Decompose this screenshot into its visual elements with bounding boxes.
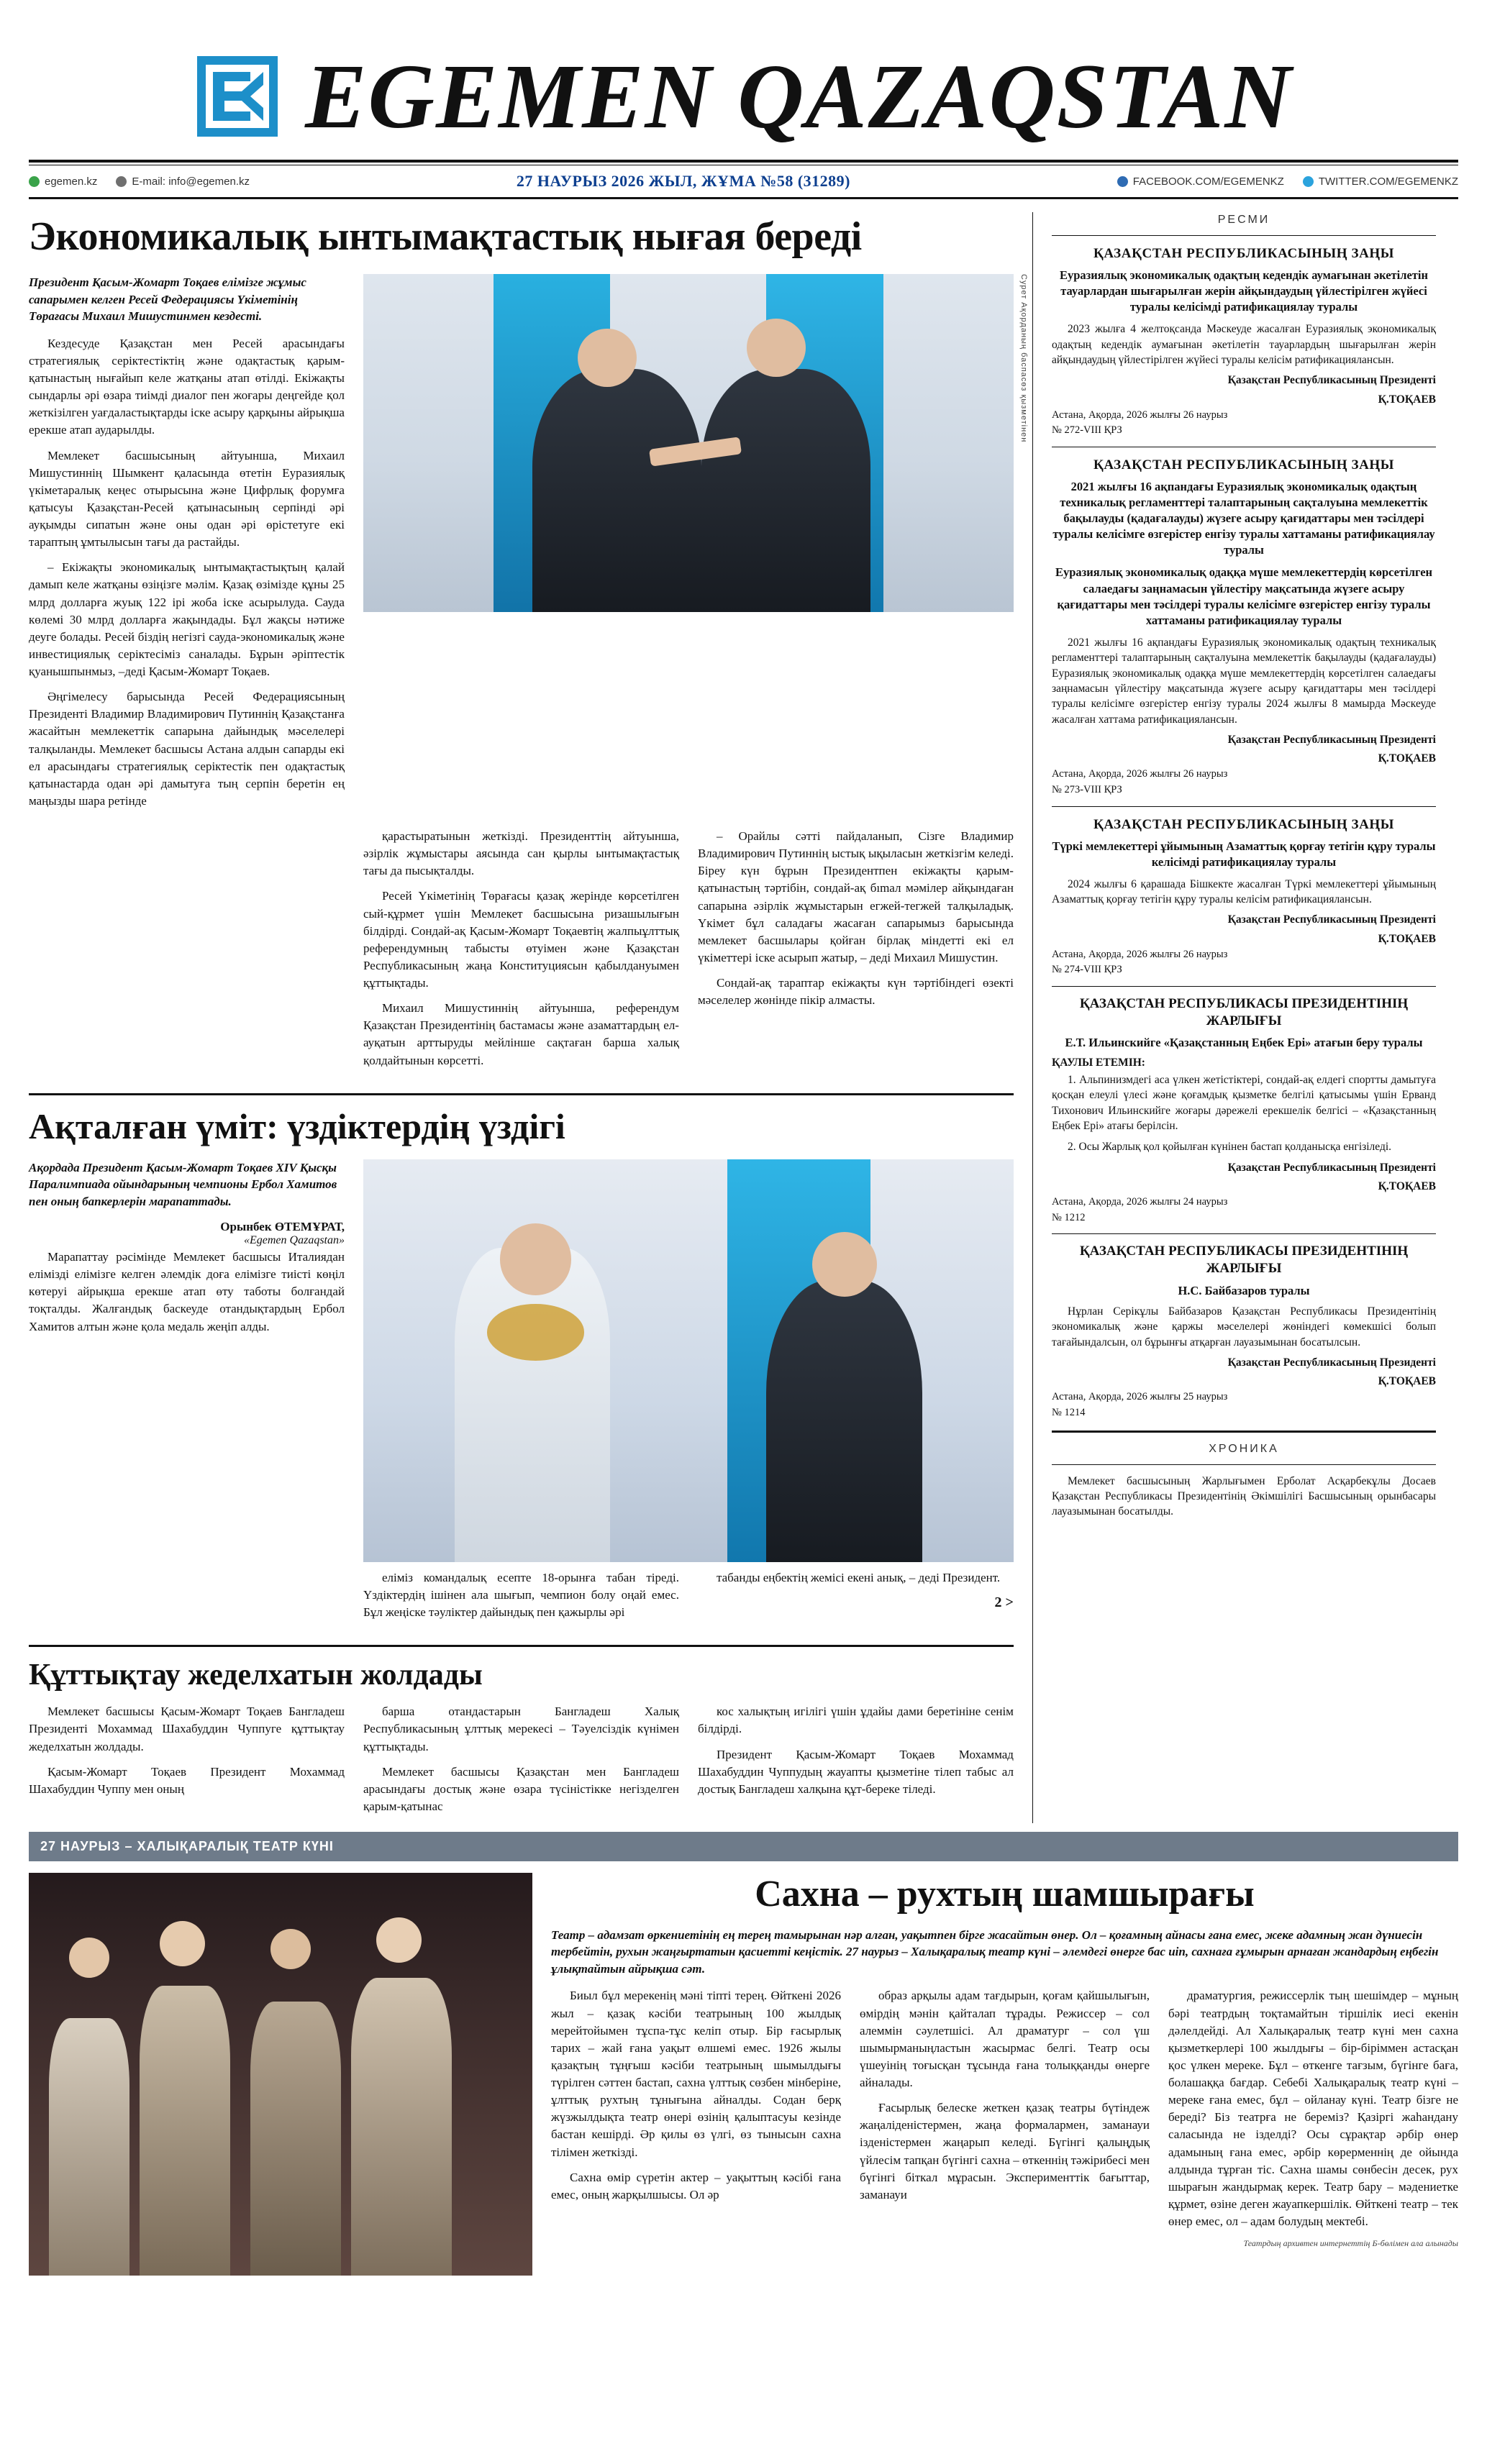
lead-c2-p3: Михаил Мишустиннің айтуынша, референдум Қазақстан Президентінің бастамасы және азаматтардың ел-ауқатын арттыруды мейлінше сақтаған барша халық қолдайтынын көрсетті. — [363, 1001, 679, 1067]
theatre-day-banner: 27 НАУРЫЗ – ХАЛЫҚАРАЛЫҚ ТЕАТР КҮНІ — [29, 1832, 1458, 1861]
second-col-1 — [29, 1159, 345, 1562]
email-link[interactable] — [116, 175, 250, 188]
decree-number-2: № 1214 — [1052, 1407, 1086, 1418]
facebook-link[interactable] — [1117, 175, 1284, 188]
third-c2-p1: барша отандастарын Бангладеш Халық Республикасының ұлттық мерекесі – Тәуелсіздік күнімен құттықтады. — [363, 1705, 679, 1753]
page-title: EGEMEN QAZAQSTAN — [305, 45, 1293, 147]
law-body-1: 2023 жылға 4 желтоқсанда Мәскеуде жасалған Еуразиялық экономикалық одақтың кедендік аумағынан әкетілетін тауарлардың шығарылған жерін айқындаудың үйлестірілген жүйесі туралы келісім ратификациялансын. — [1052, 323, 1436, 367]
official-rule-0 — [1052, 235, 1436, 236]
decree-block-2 — [1052, 1243, 1436, 1420]
theatre-c2-p1: образ арқылы адам тағдырын, қоғам қайшылығын, өмірдің мәнін қайталап тұрады. Режиссер – сол алеммін сәулетшісі. Ал драматург – сол үш шымырманыңластын жасырмас белгі. Театр осы үшеуінің тоғысқан тұсында ғана толыққанды өнерге айналады. — [860, 1989, 1150, 2089]
decree-sign-role-1: Қазақстан Республикасының Президенті — [1227, 1161, 1436, 1174]
section-label-official: РЕСМИ — [1217, 214, 1270, 226]
byline-paper: «Egemen Qazaqstan» — [244, 1234, 345, 1247]
law-subtitle-1: Еуразиялық экономикалық одақтың кедендік аумағынан әкетілетін тауарлардан шығарылған жерін айқындаудың үйлестірілген жүйесі туралы келісімді ратификациялау туралы — [1059, 268, 1429, 314]
section-rule-1 — [29, 1093, 1014, 1095]
law-sign-role-2: Қазақстан Республикасының Президенті — [1227, 734, 1436, 747]
law-block-3 — [1052, 817, 1436, 977]
second-lede: Ақордада Президент Қасым-Жомарт Тоқаев XIV Қысқы Паралимпиада ойындарының чемпионы Ербол Хамитов пен оның бапкерлерін марапаттады. — [29, 1160, 337, 1208]
lead-col-3 — [698, 828, 1014, 1077]
official-rule-2 — [1052, 806, 1436, 807]
lead-p2: Мемлекет басшысының айтуынша, Михаил Мишустиннің Шымкент қаласында өтетін Еуразиялық үкіметаралық кеңес отырысына және Цифрлық форумға қатысуы Қазақстан-Ресей қатынасының серпінді әрі ауқымды сипатын және оны одан әрі өрістетуге екі тараптың ұмтылысын тағы да растайды. — [29, 448, 345, 549]
second-photo-wrap — [363, 1159, 1014, 1562]
official-rule-5 — [1052, 1431, 1436, 1433]
third-c3-p2: Президент Қасым-Жомарт Тоқаев Мохаммад Шахабуддин Чуппудың жауапты қызметіне тілеп табыс ал достық Бангладеш халқына құт-береке тіледі. — [697, 1747, 1014, 1796]
official-rule-4 — [1052, 1233, 1436, 1234]
lead-lede: Президент Қасым-Жомарт Тоқаев елімізге жұмыс сапарымен келген Ресей Федерациясы Үкіметінің Төрағасы Михаил Мишустинмен кездесті. — [29, 275, 306, 324]
law-body-3: 2024 жылғы 6 қарашада Бішкекте жасалған Түркі мемлекеттері ұйымының Азаматтық қорғау тетігін құру туралы келісім ратификациялансын. — [1052, 877, 1436, 906]
law-body-2: 2021 жылғы 16 ақпандағы Еуразиялық экономикалық одақтың техникалық регламенттері талаптарының сақталуына мемлекеттік бақылауды (қадағалауды) Еуразиялық экономикалық одаққа мүше мемлекеттердің көрсетілген салаедағы заңнамасын үйлестіру мақсатында жүзеге асыру қағидаттары мен тәсілдері туралы келісімге өзгерістер енгізу туралы 2024 жылғы 8 мамырда Мәскеуде жасалған хаттама ратификациялансын. — [1052, 636, 1436, 726]
mail-icon — [116, 176, 127, 187]
law-number-3: № 274-VIII ҚРЗ — [1052, 964, 1122, 976]
second-c3-p1: табанды еңбектің жемісі екені анық, – деді Президент. — [716, 1570, 1001, 1584]
second-bottom-block — [29, 1569, 1014, 1629]
law-title-2: ҚАЗАҚСТАН РЕСПУБЛИКАСЫНЫҢ ЗАҢЫ — [1093, 457, 1395, 473]
lead-col-1 — [29, 274, 345, 818]
lead-photo-wrap — [363, 274, 1028, 818]
law-title-3: ҚАЗАҚСТАН РЕСПУБЛИКАСЫНЫҢ ЗАҢЫ — [1093, 816, 1395, 832]
decree-sign-role-2: Қазақстан Республикасының Президенті — [1227, 1356, 1436, 1369]
theatre-c2-p2: Ғасырлық белеске жеткен қазақ театры бүтіндеж жаңаліденістермен, жаңа формалармен, заманауи ізденістермен жаңарып келеді. Бүгінгі қалыңдық үйлесім тапқан бүгінгі сахна – өткеннің тәжірибесі мен бүгінгі біткал мұрасын. Эксперименттік бағыттар, заманауи — [860, 2101, 1150, 2201]
email-label: E-mail: info@egemen.kz — [132, 175, 250, 188]
info-bar — [29, 165, 1458, 197]
facebook-icon — [1117, 176, 1128, 187]
second-headline: Ақталған үміт: үздіктердің үздігі — [29, 1105, 565, 1146]
theatre-c3-p1: драматургия, режиссерлік тың шешімдер – мұның бәрі театрдың тоқтамайтын тіршілік иесі екенін дәлелдейді. Ал Халықаралық театр күні мен сахна қызметкерлері 100 жылдығы – бір-біріммен астасқан қос үлкен мереке. Бұл – өткенге тағзым, бүгінге баға, болашаққа бағдар. Себебі Халықаралық театр күні – мереке ғана емес, бұл – ойланау күні. Театр бізге не береді? Біз театрға не береміз? Қазіргі жаһандану саласында не ізделді? Осы сұрақтар әрбір өнер адамының ғана емес, әрбір көрерменнің де ойында алдында тұрған тіс. Сахна шамы сөнбесін десек, рух шырағын жандырмақ керек. Театр бару – мәдениетке құрмет, өзіне деген жауапкершілік. Өйткені театр – тек өнер емес, ол – адам болудың мектебі. — [1168, 1989, 1458, 2228]
decree-subtitle-1: Е.Т. Ильинскийге «Қазақстанның Еңбек Ері» атағын беру туралы — [1065, 1036, 1423, 1050]
twitter-icon — [1303, 176, 1314, 187]
left-column — [29, 212, 1032, 1823]
byline — [29, 1220, 345, 1247]
law-sign-name-1: Қ.ТОҚАЕВ — [1378, 393, 1436, 406]
twitter-label: TWITTER.COM/EGEMENKZ — [1318, 175, 1458, 188]
lead-c3-p2: Сондай-ақ тараптар екіжақты күн тәртібіндегі өзекті мәселелер жөнінде пікір алмасты. — [697, 976, 1014, 1008]
website-label: egemen.kz — [45, 175, 98, 188]
masthead-rule — [29, 160, 1458, 163]
twitter-link[interactable] — [1303, 175, 1458, 188]
lead-p3: – Екіжақты экономикалық ынтымақтастықтың қалай дамып келе жатқаны өзіңізге мәлім. Қазақ өзімізде құны 25 млрд долларға жуық 122 ірі жоба іске асырылуда. Сауда көлемі 30 млрд долларға жақындады. Бұл жақсы нәтиже деуге болады. Ресей біздің негізгі сауда-экономикалық және инвестициялық серіктесіміз саналады. Бұрын әріптестік қуанышпынмыз, –деді Қасым-Жомарт Тоқаев. — [29, 560, 345, 679]
official-rule-3 — [1052, 986, 1436, 987]
second-top-block — [29, 1159, 1014, 1562]
lead-headline: Экономикалық ынтымақтастық нығая береді — [29, 214, 862, 259]
law-title-1: ҚАЗАҚСТАН РЕСПУБЛИКАСЫНЫҢ ЗАҢЫ — [1093, 246, 1395, 261]
law-block-2 — [1052, 457, 1436, 798]
theatre-text — [551, 1873, 1458, 2276]
decree-number-1: № 1212 — [1052, 1211, 1086, 1223]
official-column — [1033, 212, 1436, 1823]
decree-title-1: ҚАЗАҚСТАН РЕСПУБЛИКАСЫ ПРЕЗИДЕНТІНІҢ ЖАРЛЫҒЫ — [1079, 995, 1409, 1028]
section-label-chronicle: ХРОНИКА — [1209, 1442, 1279, 1455]
law-sign-name-3: Қ.ТОҚАЕВ — [1378, 932, 1436, 945]
lead-c2-p1: қарастыратынын жеткізді. Президенттің айтуынша, әзірлік жұмыстары аясында сан қырлы ынтымақтастық тағы да пысықталды. — [363, 829, 679, 878]
lead-top-block — [29, 274, 1028, 818]
globe-icon — [29, 176, 40, 187]
lead-bottom-block — [29, 828, 1014, 1077]
decree-body-1a: 1. Альпинизмдегі аса үлкен жетістіктері, сондай-ақ елдегі спортты дамытуға қосқан елеулі үлесі және қоғамдық қызметке белгілі қатысымы үшін Ерванд Тихонович Ильинскийге жоғары дәрежелі ерекшелік белгісі – «Қазақстанның Еңбек Ері» атағы берілсін. — [1052, 1073, 1436, 1132]
byline-name: Орынбек ӨТЕМҰРАТ, — [220, 1220, 345, 1234]
law-number-2: № 273-VIII ҚРЗ — [1052, 783, 1122, 795]
third-c1-p2: Қасым-Жомарт Тоқаев Президент Мохаммад Шахабуддин Чуппу мен оның — [29, 1764, 345, 1796]
main-grid — [29, 199, 1458, 1823]
second-col-3 — [698, 1569, 1014, 1629]
website-link[interactable] — [29, 175, 97, 188]
law-subtitle2-2: Еуразиялық экономикалық одаққа мүше мемлекеттердің көрсетілген салаедағы заңнамасын үйлестіру мақсатында жүзеге асыру қағидаттары мен тәсілдері туралы келісімге өзгерістер енгізу туралы хаттаманы ратификациялау туралы — [1055, 565, 1433, 627]
theatre-c1-p2: Сахна өмір сүретін актер – уақыттың кәсібі ғана емес, оның жарқылшысы. Ол әр — [551, 2170, 841, 2201]
decree-subtitle-2: Н.С. Байбазаров туралы — [1178, 1283, 1310, 1297]
theatre-credit: Театрдың архивтен интернеттің Б-бөлімен ала алынады — [1243, 2238, 1458, 2249]
third-col-2 — [363, 1703, 679, 1823]
law-number-1: № 272-VIII ҚРЗ — [1052, 424, 1122, 437]
chronicle-rule — [1052, 1464, 1436, 1465]
decree-title-2: ҚАЗАҚСТАН РЕСПУБЛИКАСЫ ПРЕЗИДЕНТІНІҢ ЖАРЛЫҒЫ — [1079, 1244, 1409, 1276]
law-sign-role-3: Қазақстан Республикасының Президенті — [1227, 913, 1436, 926]
theatre-photo — [29, 1873, 532, 2276]
decree-sign-name-2: Қ.ТОҚАЕВ — [1378, 1375, 1436, 1388]
third-c2-p2: Мемлекет басшысы Қазақстан мен Бангладеш арасындағы достық және өзара түсіністікке негізделген қарым-қатынас — [363, 1764, 679, 1813]
decree-sign-name-1: Қ.ТОҚАЕВ — [1378, 1179, 1436, 1192]
chronicle-text: Мемлекет басшысының Жарлығымен Ерболат Асқарбекұлы Досаев Қазақстан Республикасы Президентінің Әкімшілігі Басшысының орынбасары лауазымынан босатылды. — [1052, 1474, 1436, 1518]
law-sign-name-2: Қ.ТОҚАЕВ — [1378, 752, 1436, 765]
theatre-col-1 — [551, 1987, 841, 2249]
law-place-2: Астана, Ақорда, 2026 жылғы 26 наурыз — [1052, 768, 1228, 780]
decree-block-1 — [1052, 995, 1436, 1225]
lead-photo — [363, 274, 1014, 612]
bottom-article — [29, 1861, 1458, 2276]
third-col-3 — [698, 1703, 1014, 1823]
facebook-label: FACEBOOK.COM/EGEMENKZ — [1132, 175, 1284, 188]
second-p1: Марапаттау рәсімінде Мемлекет басшысы Италиядан елімізді елімізге келген әлемдік доға елімізге тиісті көңіл көтеруі айрықша ерекше атап өту таботы болғандай тоқталды. Жалғандық баскеуде отандықтардың Ербол Хамитов алтын және қола медаль жеңіп алды. — [29, 1250, 345, 1333]
law-sign-role-1: Қазақстан Республикасының Президенті — [1227, 374, 1436, 387]
third-headline: Құттықтау жеделхатын жолдады — [29, 1658, 483, 1692]
law-block-1 — [1052, 246, 1436, 438]
theatre-lede: Театр – адамзат өркениетінің ең терең тамырынан нәр алған, уақытпен бірге жасайтын өнер. Ол – қоғамның айнасы ғана емес, жеке адамның жан дүниесін тербейтін, рухын жаңғыртатын қасиетті кеңістік. 27 наурыз – Халықаралық театр күні – әлемдегі өнерге бас иіп, сахнаға ғұмырын арнаған жандардың еңбегін ұлықтайтын айрықша сәт. — [551, 1928, 1439, 1976]
second-c2-p1: еліміз командалық есепте 18-орынға табан тіреді. Үздіктердің ішінен ала шығып, чемпион болу оңай емес. Бұл жеңіске тәуліктер дайындық пен қажырлы әрі — [363, 1570, 679, 1619]
decree-body-1b: 2. Осы Жарлық қол қойылған күнінен бастап қолданысқа енгізіледі. — [1068, 1141, 1392, 1154]
law-subtitle-2: 2021 жылғы 16 ақпандағы Еуразиялық экономикалық одақтың техникалық регламенттері талаптарының сақталуына мемлекеттік бақылауды (қадағалауды) жүзеге асыру қағидаттары мен тәсілдері туралы келісімге өзгерістер енгізу туралы хаттаманы ратификациялау туралы — [1052, 479, 1435, 557]
masthead — [29, 0, 1458, 150]
third-c3-p1: кос халықтың игілігі үшін ұдайы дами беретініне сенім білдірді. — [697, 1705, 1014, 1736]
theatre-c1-p1: Биыл бұл мерекенің мәні тіпті терең. Өйткені 2026 жыл – қазақ кәсіби театрының 100 жылдық мерейтойымен тұспа-тұс келіп отыр. Бір ғасырлық тарих – жай ғана уақыт өлшемі емес. 1926 жылы қазақтың тұңғыш кәсіби театрының шымылдығы түрілген сәттен бастап, сахна үлттық сөзбен мінберіне, ұлттық рухтың тұнығына айналды. Содан берқ жүзжылдықта театр өнері өзінің қалыптасуы кезінде бастан кешірді. Әр қилы өз үлгі, өз тынысын сахна тілімен жеткізді. — [551, 1989, 841, 2159]
eq-monogram-logo-icon — [194, 53, 281, 140]
third-block — [29, 1703, 1014, 1823]
decree-body-2a: Нұрлан Серікұлы Байбазаров Қазақстан Республикасы Президентінің экономикалық және қаржы мәселелері жөніндегі көмекшісі болып тағайындалсын, ол бұрынғы атқарған лауазымынан босатылсын. — [1052, 1305, 1436, 1349]
lead-photo-credit: Сурет Ақорданың баспасөз қызметінен — [1019, 274, 1028, 443]
third-col-1 — [29, 1703, 345, 1823]
lead-c2-p2: Ресей Үкіметінің Төрағасы қазақ жерінде көрсетілген сый-құрмет үшін Мемлекет басшысына ризашылығын білдірді. Сондай-ақ Қасым-Жомарт Тоқаевтің жалпыұлттық референдумның табысты өтуімен және Қазақстан Республикасының жаңа Конституциясын қабылдануымен құттықтады. — [363, 889, 679, 990]
section-rule-2 — [29, 1645, 1014, 1647]
decree-head-1: ҚАУЛЫ ЕТЕМІН: — [1052, 1056, 1145, 1069]
theatre-col-2 — [860, 1987, 1150, 2249]
law-place-1: Астана, Ақорда, 2026 жылғы 26 наурыз — [1052, 409, 1228, 421]
theatre-col-3 — [1168, 1987, 1458, 2249]
second-col-2 — [363, 1569, 679, 1629]
theatre-title: Сахна – рухтың шамшырағы — [755, 1874, 1255, 1915]
law-place-3: Астана, Ақорда, 2026 жылғы 26 наурыз — [1052, 948, 1228, 960]
second-photo — [363, 1159, 1014, 1562]
law-subtitle-3: Түркі мемлекеттері ұйымының Азаматтық қорғау тетігін құру туралы келісімді ратификациялау туралы — [1052, 839, 1436, 869]
lead-p1: Кездесуде Қазақстан мен Ресей арасындағы стратегиялық серіктестіктің және одақтастық қарым-қатынастың нығайып келе жатқаны атап өтілді. Екіжақты сындарлы әрі өзара тиімді диалог пен жоғары деңгейде қол жеткізілген уағдаластықтарды іске асыру қарқыны айрықша ерекше атап аударылды. — [29, 336, 345, 437]
lead-c3-p1: – Орайлы сәтті пайдаланып, Сізге Владимир Владимирович Путиннің ыстық ықыласын жеткізгім келеді. Біреу күн бұрын Президентпен екіжақты қарым-қатынастың тәртібін, сондай-ақ бımал мәмілер айқындаған сапарына әзірлік жұмыстарын егжей-тегжей талқыладық. Үкімет бұл саладағы жасаған сапарымыз барысында мемлекет басшылары қойған бірлақ міндетті екі ел үкіметтері іске асырып жатыр, – деді Михаил Мишустин. — [697, 829, 1014, 964]
continue-marker[interactable]: 2 > — [994, 1594, 1014, 1610]
third-c1-p1: Мемлекет басшысы Қасым-Жомарт Тоқаев Бангладеш Президенті Мохаммад Шахабуддин Чуппуге құттықтау жеделхатын жолдады. — [29, 1705, 345, 1753]
decree-place-2: Астана, Ақорда, 2026 жылғы 25 наурыз — [1052, 1391, 1228, 1403]
lead-p4: Әңгімелесу барысында Ресей Федерациясының Президенті Владимир Владимирович Путиннің Қазақстанға жасайтын мемлекеттік сапарына дайындық мәселелері талқыланды. Мемлекет басшысы Астана алдын сапарды екі ел арасындағы стратегиялық серіктестік пен одақтастық қатынастарда одан әрі дамытуға тың серпін беретін ең маңызды шара ретінде — [29, 690, 345, 808]
issue-line: 27 НАУРЫЗ 2026 ЖЫЛ, ЖҰМА №58 (31289) — [516, 172, 850, 190]
decree-place-1: Астана, Ақорда, 2026 жылғы 24 наурыз — [1052, 1195, 1228, 1208]
lead-col-2b — [363, 828, 679, 1077]
